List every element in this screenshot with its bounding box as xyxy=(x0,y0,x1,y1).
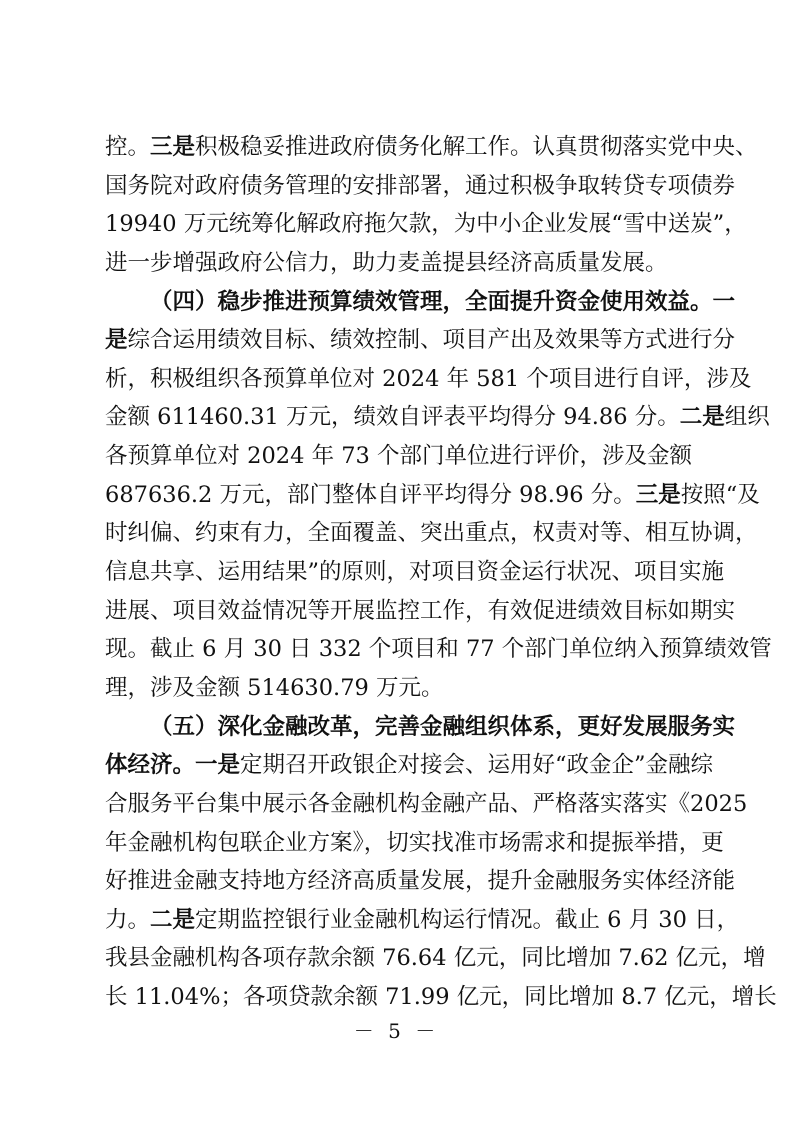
text-run: 现。截止 6 月 30 日 332 个项目和 77 个部门单位纳入预算绩效管 xyxy=(105,636,772,663)
text-line xyxy=(105,244,688,283)
text-run: 687636.2 万元，部门整体自评平均得分 98.96 分。 xyxy=(105,481,636,508)
text-run: 信息共享、运用结果”的原则，对项目资金运行状况、项目实施 xyxy=(105,559,725,586)
text-line xyxy=(105,669,688,708)
text-run: 19940 万元统筹化解政府拖欠款，为中小企业发展“雪中送炭”， xyxy=(105,211,747,238)
text-run: 析，积极组织各预算单位对 2024 年 581 个项目进行自评，涉及 xyxy=(105,365,752,392)
text-line xyxy=(105,128,758,167)
text-run: 控。 xyxy=(105,134,151,160)
text-run: 进展、项目效益情况等开展监控工作，有效促进绩效目标如期实 xyxy=(105,597,736,624)
bold-text-run: 二是 xyxy=(679,404,725,431)
text-line xyxy=(105,746,714,785)
bold-text-run: 二是 xyxy=(150,906,196,933)
text-run: 积极稳妥推进政府债务化解工作。认真贯彻落实党中央、 xyxy=(195,134,758,160)
text-line xyxy=(105,785,748,824)
text-line xyxy=(105,437,693,476)
text-run: 时纠偏、约束有力，全面覆盖、突出重点，权责对等、相互协调， xyxy=(105,520,758,547)
bold-text-run: （四）稳步推进预算绩效管理，全面提升资金使用效益。一 xyxy=(150,288,736,315)
section-heading-line xyxy=(105,708,736,747)
text-run: 定期监控银行业金融机构运行情况。截止 6 月 30 日， xyxy=(195,906,740,933)
body-text xyxy=(105,128,777,1017)
section-heading-line xyxy=(105,283,736,322)
text-line xyxy=(105,321,736,360)
text-line xyxy=(105,978,777,1017)
text-line xyxy=(105,553,725,592)
text-line xyxy=(105,939,766,978)
text-run: 好推进金融支持地方经济高质量发展，提升金融服务实体经济能 xyxy=(105,868,736,895)
text-run: 综合运用绩效目标、绩效控制、项目产出及效果等方式进行分 xyxy=(127,327,736,354)
bold-text-run: 三是 xyxy=(635,481,681,508)
text-run: 进一步增强政府公信力，助力麦盖提县经济高质量发展。 xyxy=(105,249,668,276)
text-run: 合服务平台集中展示各金融机构金融产品、严格落实落实《2025 xyxy=(105,790,748,817)
text-line xyxy=(105,398,770,437)
text-run: 金额 611460.31 万元，绩效自评表平均得分 94.86 分。 xyxy=(105,404,680,431)
text-run: 理，涉及金额 514630.79 万元。 xyxy=(105,674,444,701)
bold-text-run: 三是 xyxy=(150,134,196,160)
bold-text-run: 体经济。一是 xyxy=(105,752,241,779)
text-line xyxy=(105,862,736,901)
text-line xyxy=(105,360,752,399)
text-line xyxy=(105,901,740,940)
text-line xyxy=(105,630,772,669)
bold-text-run: 是 xyxy=(105,327,128,354)
text-run: 国务院对政府债务管理的安排部署，通过积极争取转贷专项债券 xyxy=(105,172,736,199)
text-run: 各预算单位对 2024 年 73 个部门单位进行评价，涉及金额 xyxy=(105,443,693,470)
text-line xyxy=(105,167,736,206)
text-line xyxy=(105,514,758,553)
text-run: 我县金融机构各项存款余额 76.64 亿元，同比增加 7.62 亿元，增 xyxy=(105,945,766,972)
text-run: 按照“及 xyxy=(680,481,760,508)
text-line xyxy=(105,824,724,863)
text-run: 定期召开政银企对接会、运用好“政金企”金融综 xyxy=(240,752,714,779)
text-run: 组织 xyxy=(724,404,770,431)
page-number: － 5 － xyxy=(353,1019,440,1043)
text-line xyxy=(105,592,736,631)
text-line xyxy=(105,205,747,244)
text-run: 长 11.04%；各项贷款余额 71.99 亿元，同比增加 8.7 亿元，增长 xyxy=(105,984,777,1011)
text-run: 力。 xyxy=(105,906,151,933)
bold-text-run: （五）深化金融改革，完善金融组织体系，更好发展服务实 xyxy=(150,713,736,740)
text-run: 年金融机构包联企业方案》，切实找准市场需求和提振举措，更 xyxy=(105,829,724,856)
text-line xyxy=(105,476,760,515)
